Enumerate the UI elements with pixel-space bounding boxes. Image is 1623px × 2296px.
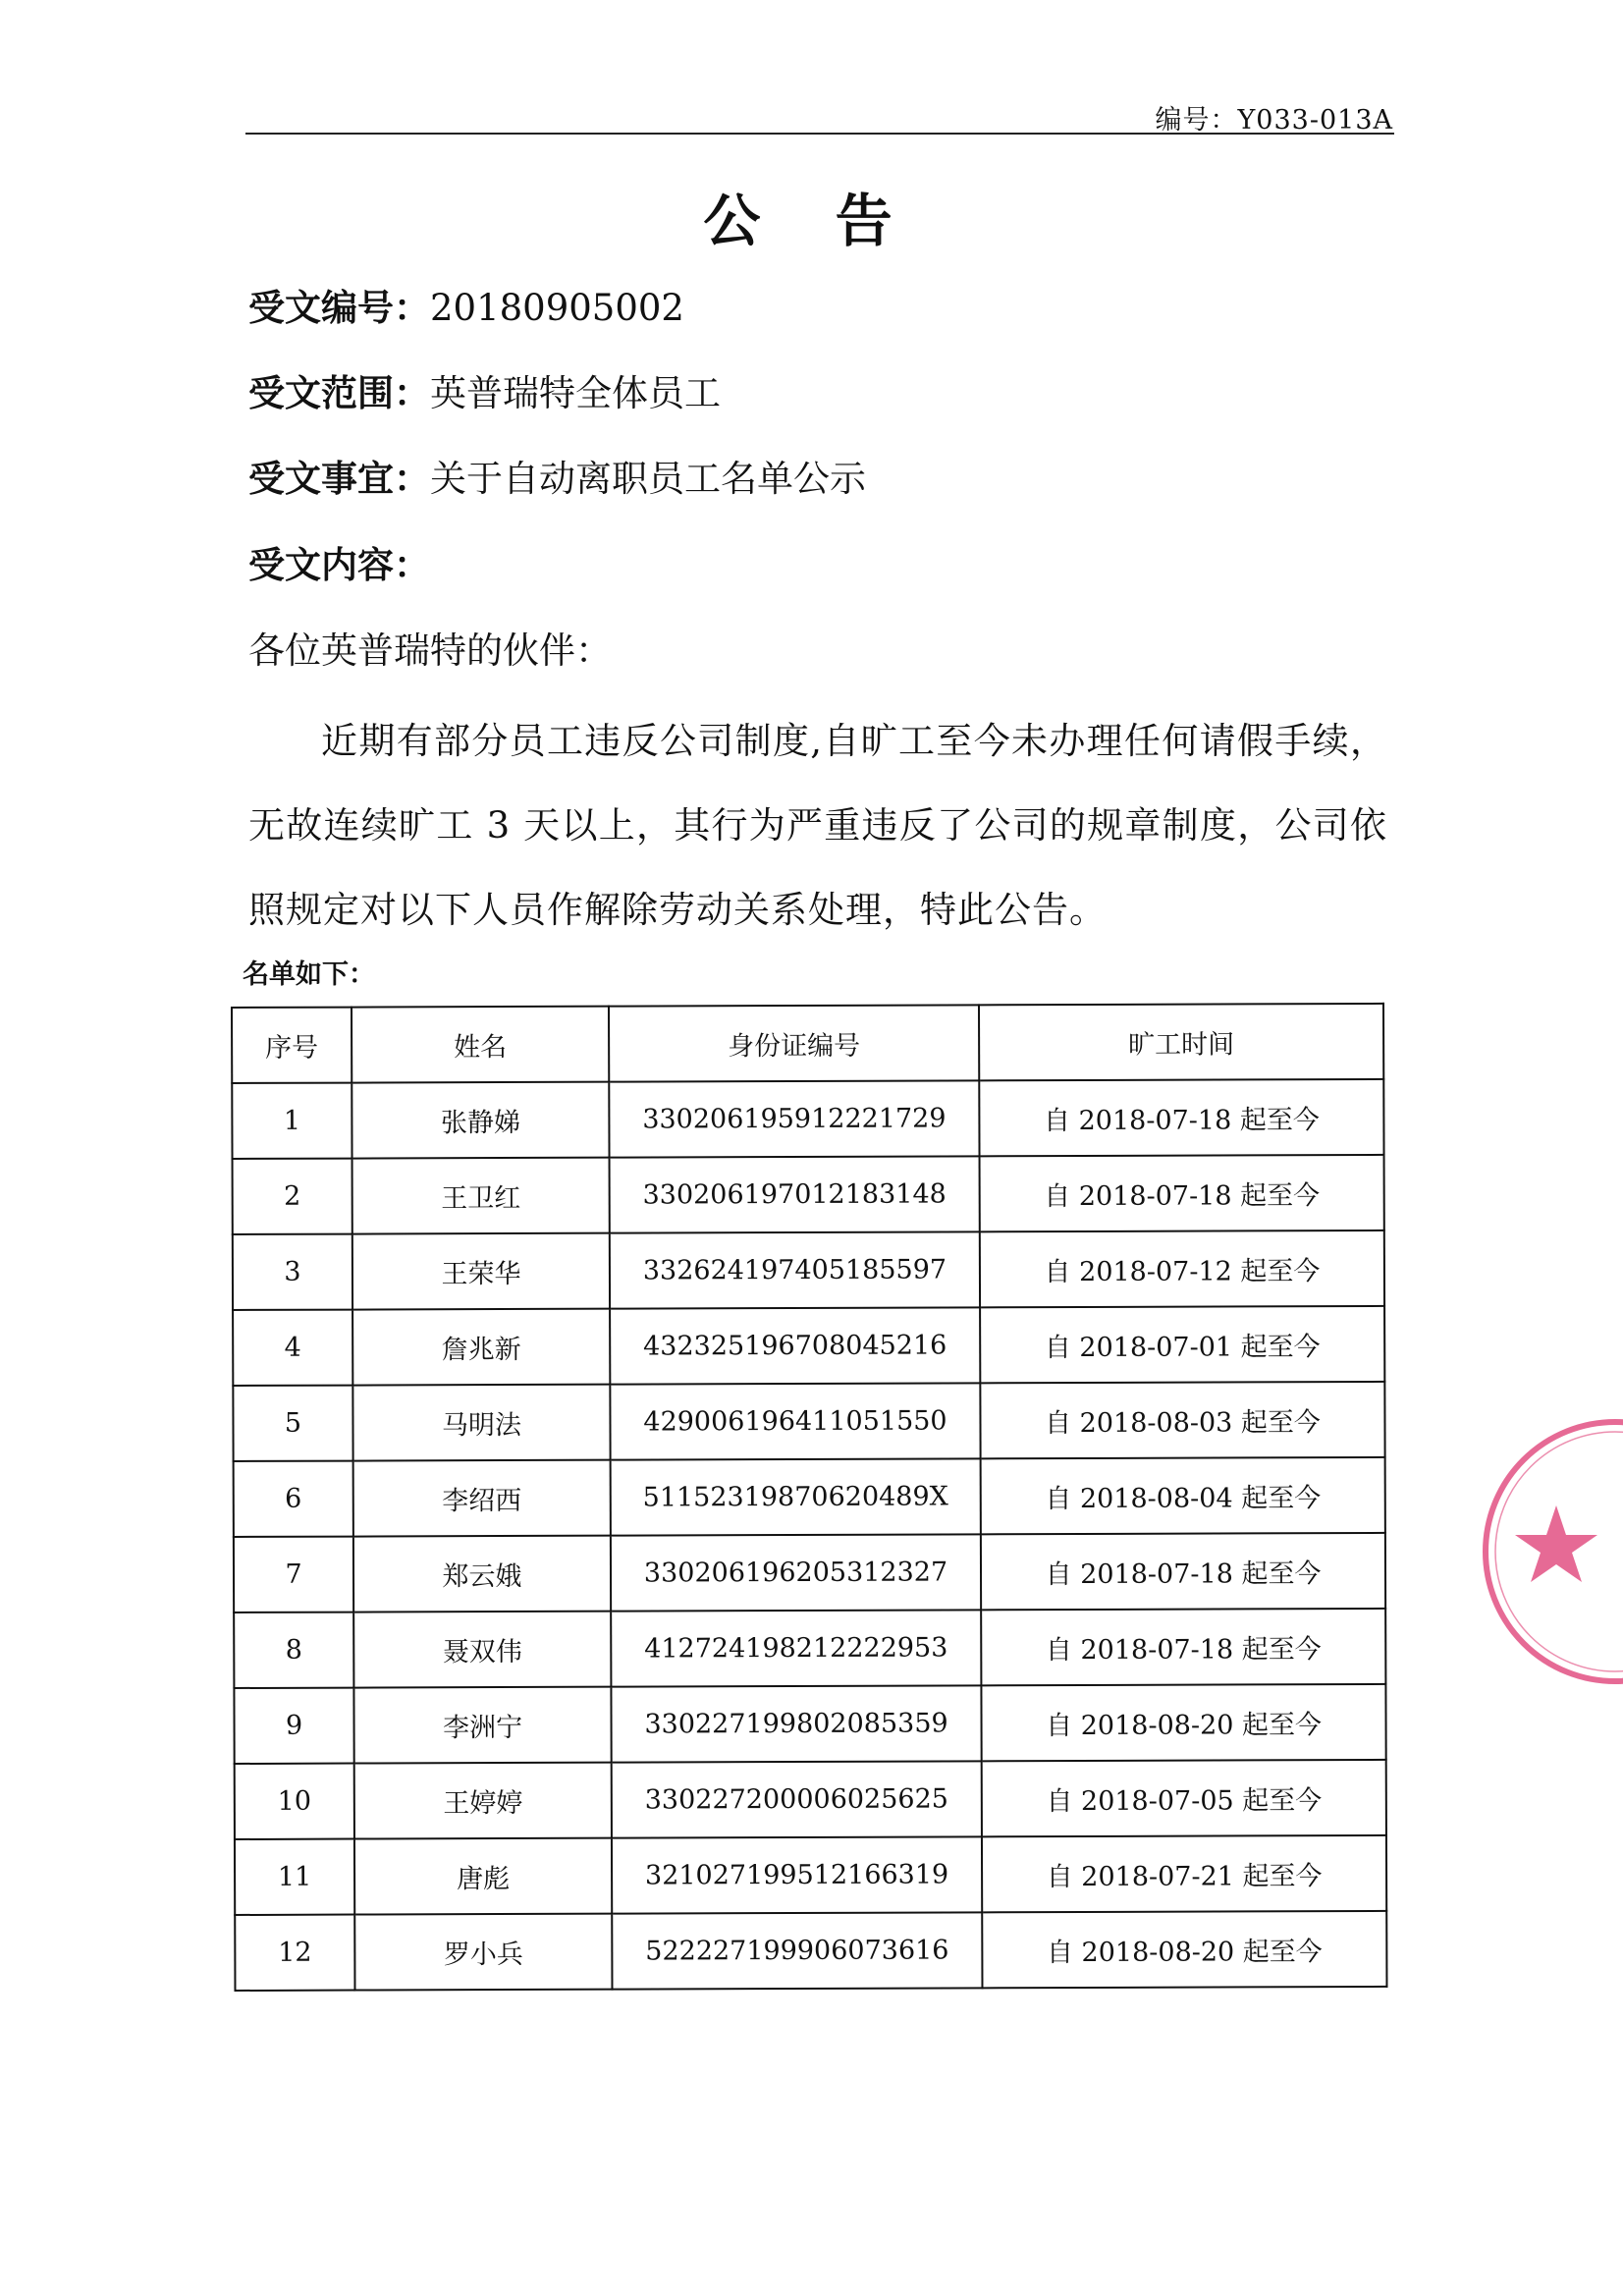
cell-absence-time: 自 2018-07-18 起至今 (981, 1533, 1385, 1610)
cell-absence-time: 自 2018-07-18 起至今 (981, 1609, 1385, 1685)
cell-seq: 10 (235, 1764, 354, 1839)
table-header-row (232, 1004, 1383, 1083)
cell-seq: 2 (233, 1159, 352, 1234)
table-row (235, 1911, 1386, 1991)
cell-absence-time: 自 2018-07-21 起至今 (982, 1835, 1386, 1912)
cell-seq: 1 (232, 1083, 352, 1159)
cell-absence-time: 自 2018-08-20 起至今 (982, 1911, 1386, 1988)
cell-absence-time: 自 2018-08-20 起至今 (981, 1684, 1385, 1761)
body-paragraph: 近期有部分员工违反公司制度,自旷工至今未办理任何请假手续，无故连续旷工 3 天以上，其行为严重违反了公司的规章制度，公司依照规定对以下人员作解除劳动关系处理，特此公告。 (248, 720, 1387, 931)
cell-seq: 6 (234, 1461, 353, 1537)
table-row (233, 1306, 1384, 1386)
field-label: 受文范围： (248, 372, 430, 414)
cell-seq: 5 (233, 1386, 352, 1461)
header-id: 身份证编号 (609, 1005, 979, 1081)
page-title: 公 告 (703, 188, 920, 254)
cell-absence-time: 自 2018-07-01 起至今 (980, 1306, 1384, 1383)
cell-name: 李绍西 (353, 1460, 611, 1537)
cell-name: 王荣华 (352, 1233, 610, 1310)
company-seal (1473, 1409, 1623, 1694)
cell-name: 王卫红 (352, 1158, 610, 1234)
table-row (234, 1533, 1385, 1613)
cell-absence-time: 自 2018-07-12 起至今 (980, 1230, 1384, 1307)
greeting: 各位英普瑞特的伙伴： (248, 629, 612, 672)
cell-seq: 4 (233, 1310, 352, 1386)
cell-id-number: 330206197012183148 (610, 1156, 980, 1232)
table-row (234, 1684, 1385, 1764)
cell-seq: 7 (234, 1537, 353, 1613)
table-row (232, 1079, 1383, 1159)
cell-absence-time: 自 2018-08-04 起至今 (981, 1457, 1385, 1534)
table-row (234, 1457, 1385, 1537)
cell-id-number: 330206195912221729 (609, 1080, 979, 1157)
cell-name: 聂双伟 (353, 1612, 611, 1688)
table-row (234, 1609, 1385, 1688)
field-value: 英普瑞特全体员工 (430, 372, 721, 414)
table-row (235, 1760, 1386, 1839)
cell-id-number: 330227200006025625 (612, 1761, 982, 1837)
field-value: 关于自动离职员工名单公示 (430, 458, 866, 500)
dismissal-table (231, 1003, 1387, 1992)
header-name: 姓名 (352, 1007, 609, 1083)
cell-seq: 3 (233, 1234, 352, 1310)
cell-absence-time: 自 2018-07-18 起至今 (980, 1155, 1384, 1231)
cell-id-number: 330206196205312327 (611, 1534, 981, 1611)
cell-id-number: 429006196411051550 (610, 1383, 980, 1459)
field-doc-number (248, 278, 684, 331)
cell-name: 王婷婷 (354, 1763, 612, 1839)
cell-name: 唐彪 (354, 1838, 612, 1915)
cell-absence-time: 自 2018-07-05 起至今 (982, 1760, 1386, 1836)
cell-id-number: 330227199802085359 (611, 1685, 981, 1762)
cell-seq: 9 (234, 1688, 353, 1764)
cell-name: 马明法 (352, 1385, 610, 1461)
cell-name: 李洲宁 (353, 1687, 611, 1764)
table-row (233, 1155, 1384, 1234)
list-heading: 名单如下： (243, 959, 375, 990)
table-row (233, 1230, 1384, 1310)
header-seq: 序号 (232, 1008, 352, 1083)
cell-name: 罗小兵 (354, 1914, 612, 1991)
cell-id-number: 321027199512166319 (612, 1836, 982, 1913)
cell-absence-time: 自 2018-07-18 起至今 (979, 1079, 1383, 1156)
field-content (248, 535, 430, 588)
header-time: 旷工时间 (979, 1004, 1383, 1080)
field-value: 20180905002 (430, 287, 684, 329)
cell-name: 詹兆新 (352, 1309, 610, 1386)
cell-seq: 8 (234, 1613, 353, 1688)
table-row (233, 1382, 1384, 1461)
table-row (235, 1835, 1386, 1915)
field-scope (248, 363, 721, 416)
field-label: 受文事宜： (248, 458, 430, 500)
cell-absence-time: 自 2018-08-03 起至今 (980, 1382, 1384, 1458)
field-label: 受文编号： (248, 287, 430, 329)
field-subject (248, 449, 866, 502)
cell-seq: 11 (235, 1839, 354, 1915)
cell-id-number: 432325196708045216 (610, 1307, 980, 1384)
document-code: 编号：Y033-013A (1155, 105, 1393, 136)
field-label: 受文内容： (248, 544, 430, 586)
cell-seq: 12 (235, 1915, 354, 1991)
cell-name: 张静娣 (352, 1082, 609, 1159)
cell-id-number: 51152319870620489X (611, 1458, 981, 1535)
cell-id-number: 332624197405185597 (610, 1231, 980, 1308)
cell-id-number: 412724198212222953 (611, 1610, 981, 1686)
cell-name: 郑云娥 (353, 1536, 611, 1613)
header-rule (245, 133, 1394, 135)
cell-id-number: 522227199906073616 (612, 1912, 982, 1989)
